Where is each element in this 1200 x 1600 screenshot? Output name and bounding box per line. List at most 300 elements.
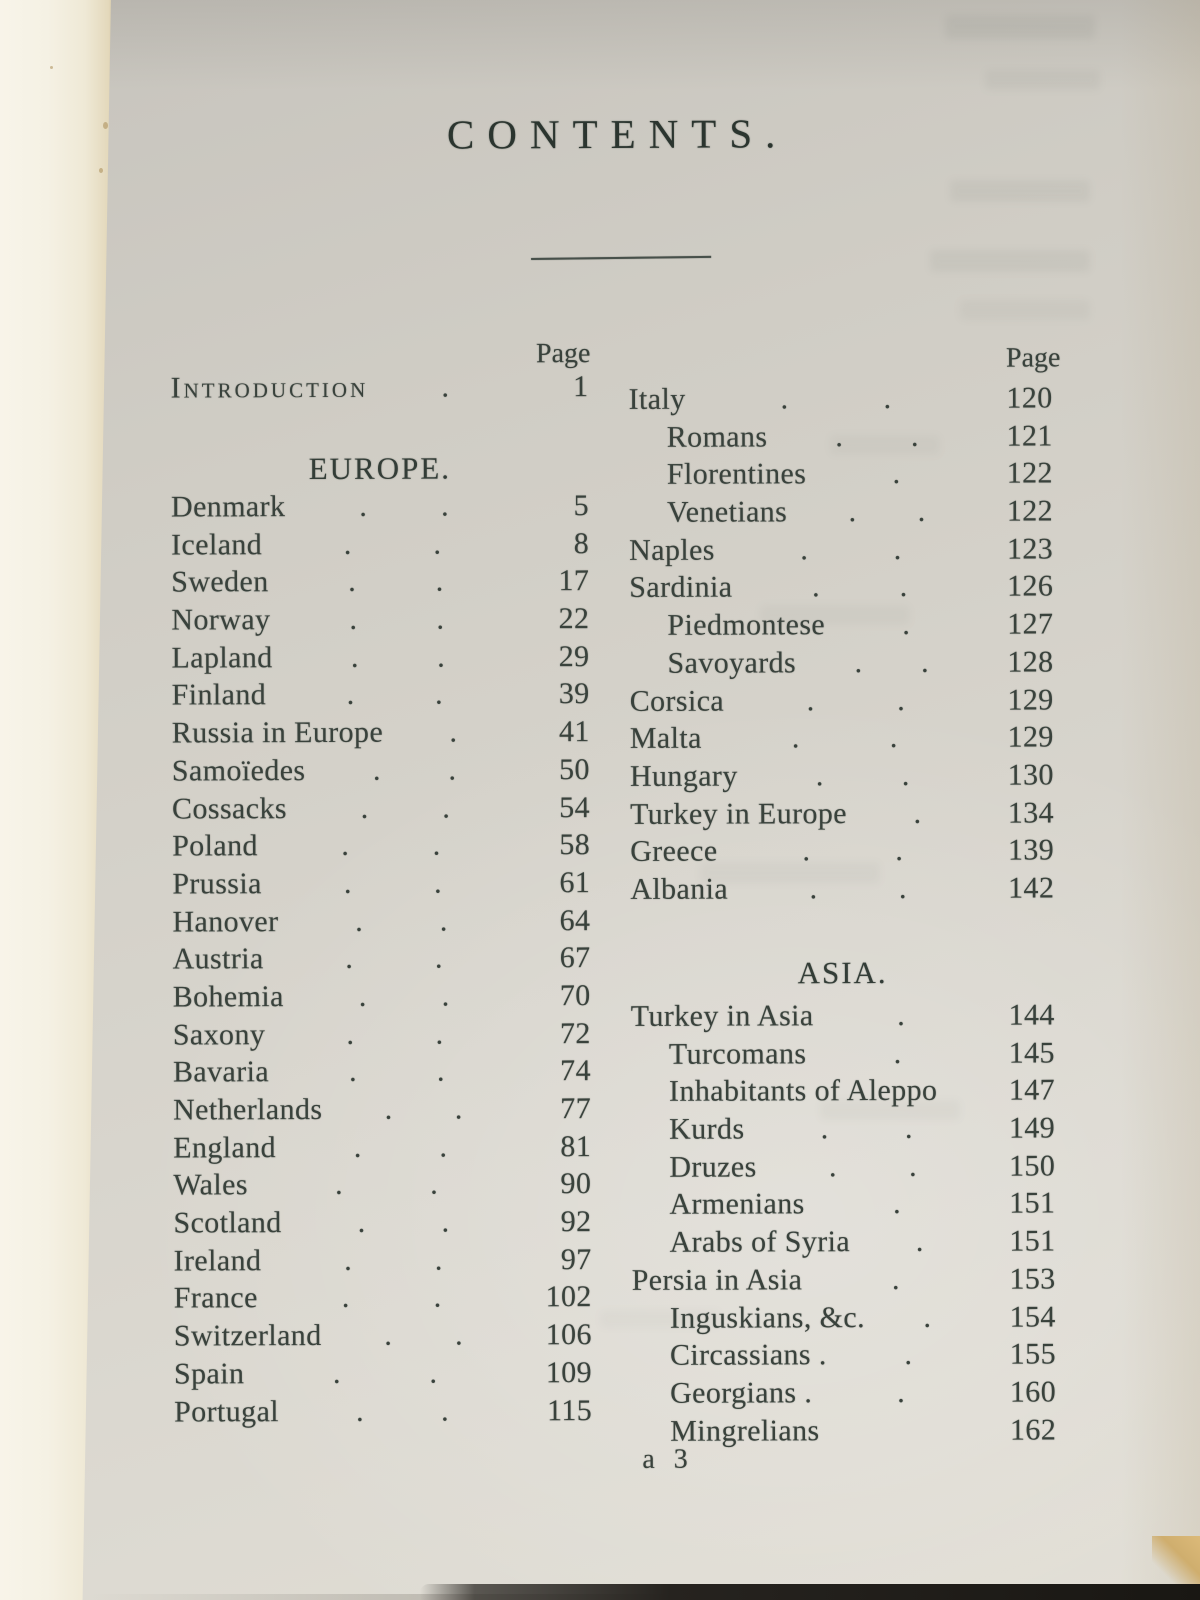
- toc-entry-page: 97: [560, 1242, 592, 1276]
- toc-entry-page: 142: [1008, 871, 1055, 905]
- toc-entry: [632, 1262, 1056, 1301]
- toc-entry: [629, 494, 1053, 533]
- toc-entry-label: Turkey in Asia: [630, 999, 814, 1033]
- toc-entry-label: Italy: [628, 382, 686, 416]
- dot-leader: [282, 1205, 526, 1240]
- toc-entry-label: Lapland: [171, 640, 273, 675]
- toc-entry-page: 129: [1007, 720, 1054, 754]
- toc-entry-page: 147: [1008, 1073, 1056, 1107]
- toc-entry: [172, 866, 590, 905]
- toc-entry-label: Ireland: [173, 1243, 262, 1278]
- toc-entry-page: 121: [1006, 419, 1053, 453]
- toc-entry-page: 160: [1009, 1375, 1057, 1409]
- dot-leader: [264, 942, 525, 977]
- toc-entry-label: Portugal: [174, 1394, 280, 1428]
- toc-entry: [173, 1130, 591, 1169]
- leader-dot: .: [901, 758, 910, 792]
- leader-dot: .: [913, 796, 922, 830]
- leader-dot: .: [439, 904, 448, 938]
- toc-entry-page: 155: [1009, 1337, 1056, 1371]
- toc-entry-page: 134: [1007, 795, 1055, 830]
- toc-entry-label: Prussia: [172, 867, 262, 901]
- toc-entry-label: Hungary: [629, 759, 738, 793]
- leader-dot: .: [441, 489, 450, 523]
- leader-dot: .: [904, 1338, 913, 1372]
- dot-leader: [262, 866, 525, 901]
- dot-leader: [850, 1225, 990, 1259]
- leader-dot: .: [357, 1205, 366, 1239]
- toc-entry-page: 122: [1006, 494, 1054, 528]
- toc-entry: [629, 381, 1053, 420]
- leader-dot: .: [848, 495, 857, 529]
- toc-entry-page: 109: [545, 1355, 593, 1390]
- toc-entry-label: Piedmontese: [667, 608, 826, 642]
- toc-entry: [629, 570, 1053, 609]
- toc-entry-page: 70: [559, 978, 591, 1013]
- dot-leader: [285, 489, 523, 524]
- leader-dot: .: [806, 683, 815, 717]
- toc-entry-label: Saxony: [172, 1017, 266, 1052]
- leader-dot: .: [372, 753, 381, 787]
- toc-entry-label: Druzes: [669, 1150, 757, 1184]
- dot-leader: [728, 872, 988, 907]
- dot-leader: [865, 1300, 990, 1334]
- toc-entry: [630, 796, 1054, 835]
- leader-dot: .: [455, 1318, 464, 1352]
- dot-leader: [732, 570, 987, 605]
- leader-dot: .: [897, 1375, 906, 1409]
- toc-entry-label: Malta: [629, 721, 702, 756]
- toc-entry: [632, 1300, 1056, 1339]
- leader-dot: .: [433, 1280, 442, 1315]
- toc-entry-label: Norway: [171, 603, 271, 637]
- toc-entry: [173, 1017, 591, 1056]
- toc-entry: [631, 1036, 1055, 1075]
- toc-entry: [629, 457, 1053, 496]
- toc-entry: [631, 1111, 1055, 1150]
- leader-dot: .: [791, 721, 800, 755]
- toc-entry: [171, 527, 589, 566]
- toc-entry: [629, 608, 1053, 647]
- dot-leader: [806, 1036, 989, 1071]
- dot-leader: [248, 1168, 526, 1203]
- leader-dot: .: [429, 1356, 438, 1390]
- toc-entry: [630, 683, 1054, 722]
- leader-dot: .: [332, 1356, 341, 1390]
- toc-entry-page: 77: [560, 1092, 592, 1126]
- toc-entry-label: Mingrelians: [670, 1413, 820, 1448]
- leader-dot: .: [923, 1300, 932, 1334]
- toc-entry: [171, 489, 589, 528]
- leader-dot: .: [355, 904, 364, 938]
- leader-dot: .: [436, 602, 445, 636]
- dot-leader: [258, 828, 524, 863]
- leader-dot: .: [435, 564, 444, 598]
- dot-leader: [738, 759, 988, 794]
- dot-leader: [269, 565, 524, 600]
- dot-leader: [825, 608, 987, 643]
- toc-entry: [173, 1054, 591, 1093]
- toc-entry-label: Savoyards: [667, 646, 797, 680]
- toc-entry-page: 22: [558, 602, 590, 636]
- toc-entry-page: 126: [1006, 569, 1054, 604]
- toc-entry: [631, 1225, 1055, 1264]
- toc-entry-label: Russia in Europe: [171, 715, 384, 750]
- toc-entry-label: Austria: [172, 942, 264, 976]
- dot-leader: [305, 753, 524, 788]
- toc-entry-page: 127: [1007, 607, 1054, 641]
- dot-leader: [827, 1338, 990, 1373]
- toc-entry-label: Samoïedes: [171, 753, 306, 788]
- toc-entry-label: Persia in Asia: [631, 1263, 803, 1297]
- leader-dot: .: [346, 1017, 355, 1051]
- leader-dot: .: [828, 1149, 837, 1183]
- dot-leader: [796, 645, 988, 680]
- bottom-scan-band: [420, 1584, 1200, 1600]
- dot-leader: [757, 1149, 990, 1184]
- leader-dot: .: [883, 381, 892, 416]
- toc-entry: [631, 1074, 1055, 1113]
- toc-entry: [173, 1167, 591, 1206]
- leader-dot: .: [441, 979, 450, 1013]
- toc-entry: [174, 1280, 592, 1319]
- leader-dot: .: [436, 1054, 445, 1088]
- leader-dot: .: [893, 1187, 902, 1221]
- toc-entry-page: 122: [1006, 456, 1053, 490]
- toc-entry: [629, 419, 1053, 458]
- toc-entry-label: Wales: [173, 1168, 248, 1202]
- leader-dot: .: [893, 1036, 902, 1070]
- leader-dot: .: [897, 998, 906, 1032]
- dot-leader: [368, 370, 522, 405]
- leader-dot: .: [441, 1394, 450, 1428]
- leader-dot: .: [384, 1318, 393, 1352]
- title-divider-rule: [531, 256, 711, 260]
- leader-dot: .: [341, 829, 350, 863]
- leader-dot: .: [915, 1224, 924, 1259]
- toc-column-right-europe: [629, 381, 1055, 910]
- toc-entry: [171, 640, 589, 679]
- dot-leader: [724, 683, 988, 718]
- toc-entry-label: Venetians: [666, 495, 788, 529]
- dot-leader: [278, 904, 524, 939]
- toc-entry-label: Corsica: [629, 684, 725, 718]
- leader-dot: .: [897, 683, 906, 717]
- toc-entry-page: 58: [559, 828, 591, 862]
- dot-leader: [287, 791, 524, 826]
- toc-entry-page: 50: [559, 752, 590, 786]
- toc-entry-page: 39: [558, 677, 590, 711]
- toc-entry-label: Kurds: [669, 1112, 745, 1146]
- dot-leader: [820, 1439, 991, 1440]
- leader-dot: .: [812, 570, 821, 604]
- toc-entry-page: 64: [559, 903, 591, 937]
- toc-entry: [171, 564, 589, 603]
- toc-entry-page: 41: [558, 715, 590, 749]
- toc-entry-page: 151: [1009, 1186, 1056, 1221]
- leader-dot: .: [449, 715, 458, 749]
- toc-entry-page: 154: [1009, 1299, 1056, 1334]
- leader-dot: .: [434, 941, 443, 975]
- toc-entry: [629, 532, 1053, 571]
- dot-leader: [715, 532, 987, 567]
- toc-entry: [172, 677, 590, 716]
- leader-dot: .: [435, 677, 444, 712]
- toc-entry-page: 61: [559, 865, 591, 900]
- dot-leader: [383, 715, 524, 749]
- leader-dot: .: [917, 494, 926, 528]
- leader-dot: .: [902, 608, 911, 642]
- dot-leader: [258, 1281, 526, 1316]
- toc-entry-label: France: [173, 1281, 258, 1315]
- toc-entry-label: Iceland: [171, 527, 263, 562]
- leader-dot: .: [350, 640, 359, 674]
- toc-entry: [631, 998, 1055, 1037]
- leader-dot: .: [854, 645, 863, 679]
- dot-leader: [805, 1187, 990, 1222]
- dot-leader: [322, 1318, 526, 1353]
- toc-entry-label: Naples: [629, 533, 715, 567]
- leader-dot: .: [910, 419, 919, 453]
- toc-entry-page: 5: [573, 489, 590, 523]
- leader-dot: .: [345, 942, 354, 976]
- toc-entry-label: Bohemia: [172, 980, 284, 1014]
- leader-dot: .: [441, 370, 450, 404]
- toc-entry-label: Sweden: [171, 565, 269, 599]
- leader-dot: .: [448, 753, 457, 787]
- dot-leader: [322, 1092, 525, 1127]
- toc-entry: [174, 1356, 592, 1395]
- leader-dot: .: [432, 828, 441, 862]
- dot-leader: [787, 495, 987, 530]
- leader-dot: .: [356, 1394, 365, 1428]
- leader-dot: .: [343, 866, 352, 900]
- toc-entry: [172, 941, 590, 980]
- toc-entry-page: 144: [1008, 998, 1055, 1032]
- toc-entry-label: Scotland: [173, 1206, 282, 1240]
- leader-dot: .: [820, 1112, 829, 1146]
- toc-entry-label: Romans: [666, 420, 768, 454]
- toc-entry-label: Introduction: [170, 370, 369, 405]
- leader-dot: .: [344, 1243, 353, 1277]
- leader-dot: .: [430, 1167, 439, 1201]
- toc-entry: [172, 828, 590, 867]
- toc-entry-label: Poland: [172, 829, 258, 863]
- toc-entry-page: 153: [1009, 1262, 1056, 1296]
- toc-entry-label: Armenians: [669, 1187, 805, 1222]
- dot-leader: [847, 796, 988, 830]
- leader-dot: .: [904, 1111, 913, 1145]
- toc-column-right-asia: [631, 998, 1057, 1452]
- toc-entry-label: Turcomans: [668, 1036, 807, 1071]
- toc-entry-page: 8: [573, 526, 590, 560]
- dot-leader: [273, 640, 524, 675]
- toc-entry: [171, 370, 589, 409]
- leader-dot: .: [893, 532, 902, 566]
- page-title: CONTENTS.: [446, 110, 789, 158]
- toc-entry-label: Bavaria: [172, 1055, 270, 1089]
- leader-dot: .: [434, 1243, 443, 1277]
- toc-entry-page: 115: [546, 1393, 593, 1427]
- toc-entry: [173, 979, 591, 1018]
- signature-mark: a 3: [642, 1443, 694, 1475]
- toc-entry-page: 130: [1007, 758, 1054, 792]
- leader-dot: .: [800, 533, 809, 567]
- toc-entry-page: 123: [1006, 532, 1054, 566]
- leader-dot: .: [891, 1262, 900, 1296]
- toc-entry-label: Sardinia: [629, 570, 733, 605]
- toc-entry-label: Circassians .: [669, 1338, 827, 1372]
- dot-leader: [276, 1130, 525, 1165]
- toc-entry-page: 149: [1008, 1111, 1056, 1145]
- toc-entry-page: 162: [1009, 1412, 1057, 1447]
- toc-entry: [632, 1375, 1056, 1414]
- leader-dot: .: [815, 759, 824, 793]
- leader-dot: .: [349, 1055, 358, 1089]
- page-column-header-left: Page: [535, 338, 591, 370]
- leader-dot: .: [454, 1092, 463, 1126]
- leader-dot: .: [358, 979, 367, 1013]
- toc-entry-label: Cossacks: [171, 791, 287, 825]
- leader-dot: .: [921, 645, 930, 679]
- toc-column-left: [171, 489, 592, 1433]
- toc-entry-page: 54: [559, 790, 591, 824]
- toc-entry-label: Netherlands: [173, 1092, 323, 1127]
- dot-leader: [767, 419, 986, 454]
- toc-entry-page: 1: [573, 370, 589, 404]
- toc-entry: [630, 871, 1054, 910]
- toc-entry-label: Arabs of Syria: [669, 1225, 851, 1259]
- toc-entry: [172, 904, 590, 943]
- dot-leader: [270, 602, 523, 637]
- dot-leader: [812, 1376, 990, 1411]
- dot-leader: [702, 721, 988, 756]
- toc-entry-label: Inhabitants of Aleppo: [668, 1074, 938, 1109]
- toc-entry: [631, 1149, 1055, 1188]
- dot-leader: [686, 382, 987, 417]
- toc-entry-label: Florentines: [666, 457, 807, 492]
- toc-entry: [172, 791, 590, 830]
- toc-entry-label: Hanover: [172, 904, 279, 939]
- toc-entry-label: Spain: [173, 1357, 245, 1391]
- dot-leader: [806, 457, 987, 492]
- toc-entry-page: 129: [1007, 682, 1054, 717]
- toc-entry-label: Greece: [630, 834, 718, 869]
- toc-entry: [630, 834, 1054, 873]
- leader-dot: .: [780, 382, 789, 416]
- toc-entry-page: 92: [560, 1205, 592, 1239]
- toc-entry-page: 17: [558, 564, 590, 598]
- leader-dot: .: [441, 1205, 450, 1239]
- section-heading-asia: ASIA.: [797, 954, 888, 991]
- dot-leader: [262, 527, 523, 562]
- toc-entry-label: Denmark: [170, 490, 286, 524]
- leader-dot: .: [802, 834, 811, 868]
- leader-dot: .: [835, 419, 844, 453]
- leader-dot: .: [359, 489, 368, 523]
- leader-dot: .: [353, 1130, 362, 1164]
- leader-dot: .: [889, 721, 898, 755]
- leader-dot: .: [348, 565, 357, 599]
- toc-entry-label: Inguskians, &c.: [669, 1300, 866, 1335]
- leader-dot: .: [909, 1149, 918, 1183]
- toc-entry-page: 151: [1009, 1224, 1056, 1258]
- leader-dot: .: [899, 570, 908, 604]
- dot-leader: [284, 979, 525, 1014]
- toc-entry-page: 67: [559, 941, 591, 975]
- toc-entry: [171, 602, 589, 641]
- toc-entry: [174, 1318, 592, 1357]
- leader-dot: .: [349, 602, 358, 636]
- leader-dot: .: [809, 872, 818, 906]
- toc-entry-page: 90: [560, 1167, 592, 1201]
- toc-entry: [172, 715, 590, 754]
- leader-dot: .: [341, 1281, 350, 1315]
- toc-entry: [173, 1205, 591, 1244]
- page-column-header-right: Page: [1005, 342, 1061, 374]
- leader-dot: .: [435, 1017, 444, 1051]
- toc-entry: [630, 758, 1054, 797]
- dot-leader: [269, 1055, 525, 1090]
- leader-dot: .: [343, 527, 352, 561]
- leader-dot: .: [437, 640, 446, 674]
- toc-entry-label: Turkey in Europe: [629, 796, 848, 831]
- leader-dot: .: [434, 866, 443, 900]
- dot-leader: [717, 834, 988, 869]
- leader-dot: .: [346, 678, 355, 712]
- leader-dot: .: [892, 457, 901, 491]
- toc-entry: [630, 721, 1054, 760]
- toc-entry: [173, 1092, 591, 1131]
- leader-dot: .: [335, 1168, 344, 1202]
- leader-dot: .: [433, 527, 442, 561]
- toc-entry-page: 106: [545, 1318, 592, 1352]
- toc-entry-page: 145: [1008, 1036, 1055, 1070]
- section-heading-europe: EUROPE.: [308, 450, 452, 487]
- toc-entry-page: 120: [1006, 381, 1053, 415]
- toc-entry-page: 139: [1007, 833, 1055, 867]
- toc-entry-label: Georgians .: [670, 1376, 813, 1410]
- toc-entry-page: 81: [560, 1129, 592, 1163]
- leader-dot: .: [360, 791, 369, 825]
- toc-entry: [174, 1394, 592, 1433]
- dot-leader: [266, 678, 524, 713]
- dot-leader: [265, 1017, 525, 1052]
- introduction-row-group: [171, 370, 589, 409]
- dot-leader: [244, 1356, 526, 1391]
- toc-entry: [174, 1243, 592, 1282]
- dot-leader: [279, 1394, 526, 1429]
- toc-entry-page: 128: [1007, 645, 1054, 679]
- dot-leader: [744, 1112, 989, 1147]
- dot-leader: [261, 1243, 525, 1278]
- toc-entry: [631, 1187, 1055, 1226]
- toc-entry-label: Finland: [171, 678, 267, 712]
- toc-entry-label: Albania: [630, 872, 729, 906]
- dot-leader: [814, 999, 989, 1034]
- dot-leader: [802, 1262, 990, 1297]
- leader-dot: .: [895, 834, 904, 868]
- toc-entry-page: 102: [545, 1280, 592, 1314]
- toc-entry-page: 150: [1009, 1149, 1056, 1183]
- toc-entry-page: 72: [559, 1016, 591, 1050]
- toc-entry: [632, 1413, 1056, 1452]
- toc-entry-page: 29: [558, 639, 590, 673]
- toc-entry-page: 74: [560, 1054, 592, 1088]
- toc-entry: [629, 645, 1053, 684]
- leader-dot: .: [898, 871, 907, 905]
- leader-dot: .: [384, 1092, 393, 1126]
